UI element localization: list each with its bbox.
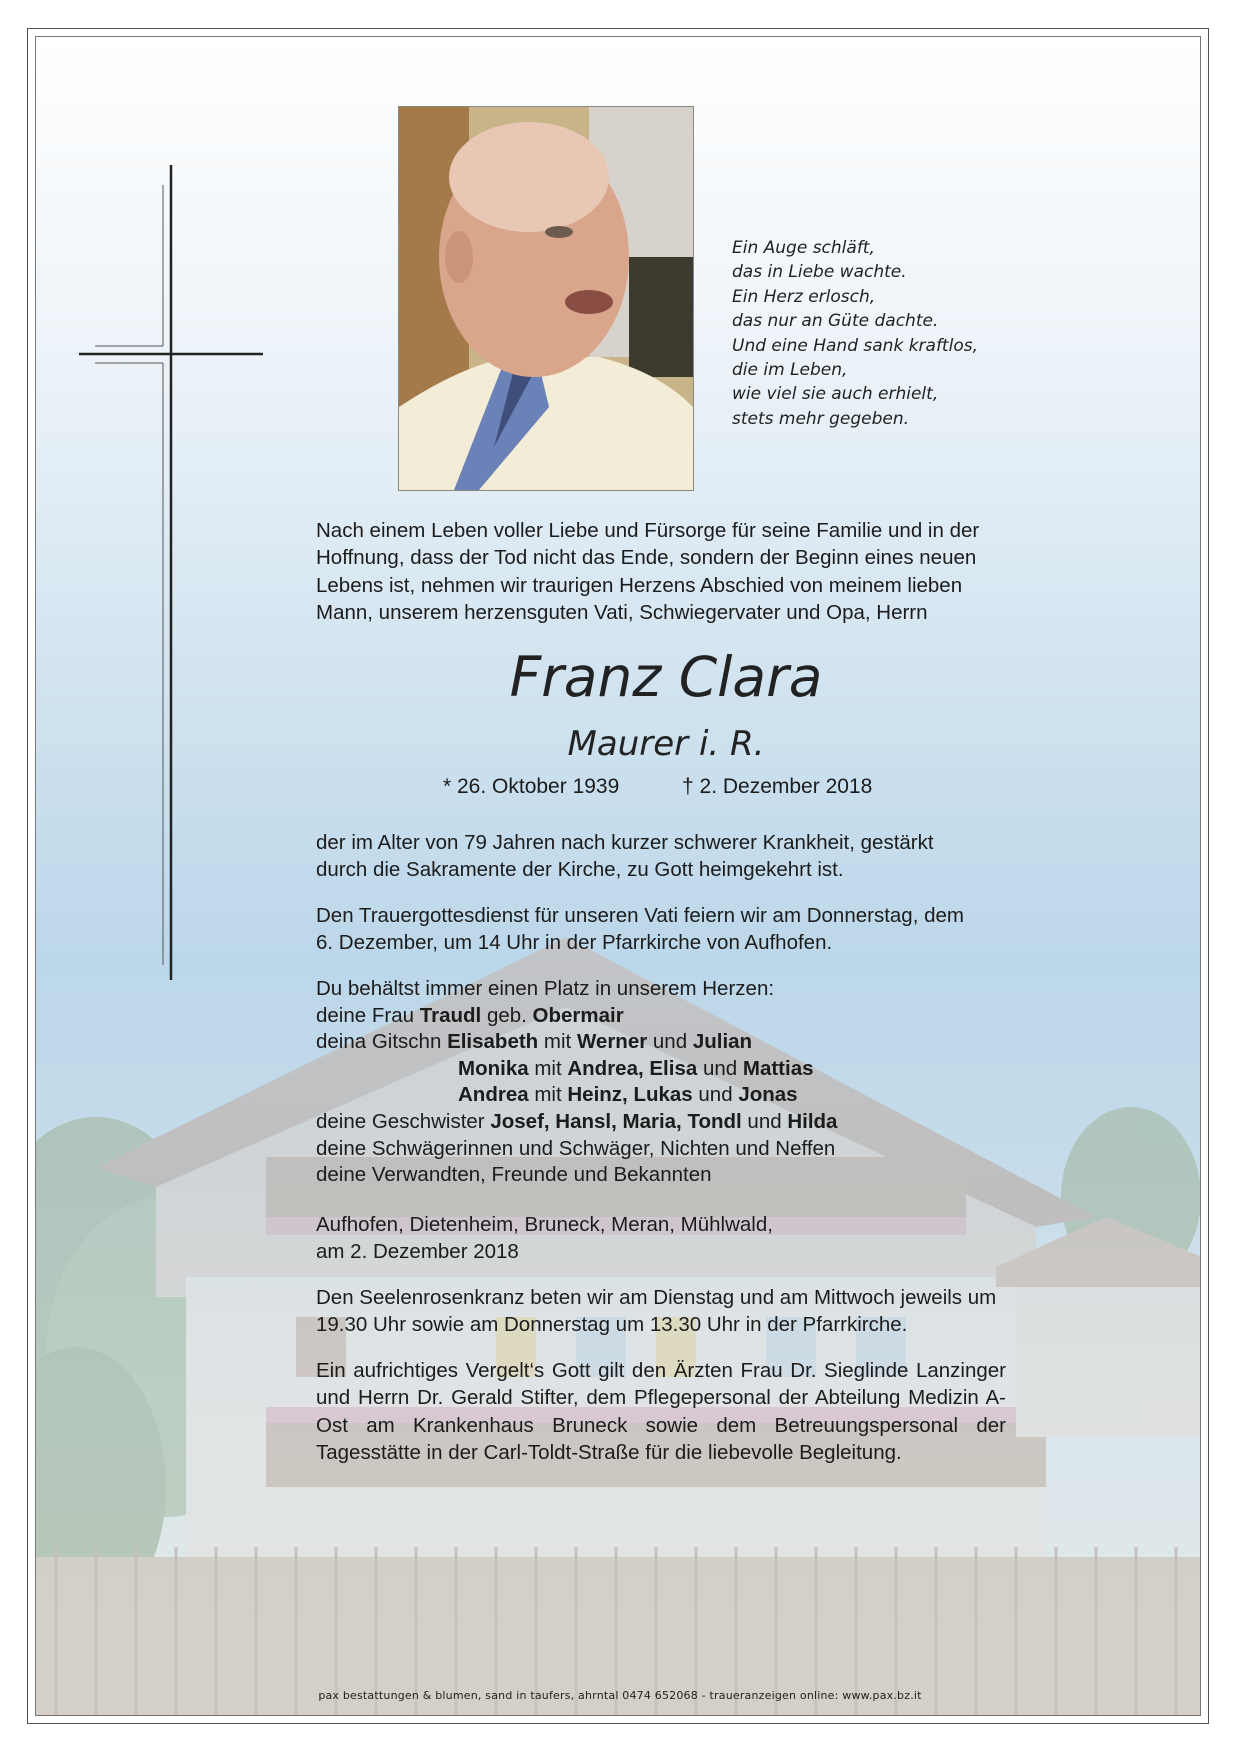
intro-line: Lebens ist, nehmen wir traurigen Herzens Abschied von meinem lieben [316, 573, 963, 597]
date-line: am 2. Dezember 2018 [316, 1240, 519, 1264]
wife-prefix: deine Frau [316, 1003, 415, 1027]
funeral-line: Den Trauergottesdienst für unseren Vati feiern wir am Donnerstag, dem [316, 904, 964, 927]
child-name: Monika [458, 1056, 529, 1080]
grandchild-name: Jonas [738, 1083, 798, 1107]
places-date [316, 1211, 1016, 1266]
rosary-paragraph [316, 1284, 1016, 1339]
intro-line: Nach einem Leben voller Liebe und Fürsorge für seine Familie und in der [316, 519, 980, 542]
child-partner: Werner [576, 1030, 648, 1054]
funeral-line: 6. Dezember, um 14 Uhr in der Pfarrkirche von Aufhofen. [316, 931, 833, 955]
wife-maiden-name: Obermair [532, 1003, 624, 1027]
death-notice-paragraph [316, 829, 1016, 884]
poem-line: das in Liebe wachte. [732, 262, 907, 283]
family-child-2 [316, 1056, 1036, 1083]
death-date: † 2. Dezember 2018 [682, 775, 873, 798]
rosary-line: 19.30 Uhr sowie am Donnerstag um 13.30 Uhr in der Pfarrkirche. [316, 1313, 908, 1337]
family-inlaws: deine Schwägerinnen und Schwäger, Nichten und Neffen [316, 1136, 836, 1160]
siblings-prefix: deine Geschwister [316, 1109, 485, 1133]
wife-mid: geb. [486, 1003, 527, 1027]
death-notice-line: der im Alter von 79 Jahren nach kurzer schwerer Krankheit, gestärkt [316, 831, 934, 854]
intro-paragraph [316, 517, 1016, 627]
funeral-paragraph [316, 902, 1016, 957]
grandchildren-names: Andrea, Elisa [567, 1056, 698, 1080]
deceased-name: Franz Clara [509, 645, 823, 709]
thanks-paragraph: Ein aufrichtiges Vergelt‘s Gott gilt den Ärzten Frau Dr. Sieglinde Lanzinger und Herrn Dr. Gerald Stifter, dem Pflegepersonal der Abteilung Medizin A-Ost am Krankenhaus Bruneck sowie dem Betreuungspersonal der Tagesstätte in der Carl-Toldt-Straße für die liebevolle Begleitung. [316, 1359, 1006, 1465]
siblings-names: Josef, Hansl, Maria, Tondl [490, 1109, 742, 1133]
wife-name: Traudl [419, 1003, 482, 1027]
portrait-photo [398, 106, 694, 491]
birth-date: * 26. Oktober 1939 [443, 775, 620, 798]
with-word: mit [534, 1083, 562, 1107]
footer-imprint: pax bestattungen & blumen, sand in taufers, ahrntal 0474 652068 - traueranzeigen online: www.pax.bz.it [318, 1689, 922, 1702]
family-child-1 [316, 1029, 1036, 1056]
deceased-profession: Maurer i. R. [567, 724, 765, 764]
poem-line: stets mehr gegeben. [732, 408, 910, 429]
family-siblings [316, 1109, 1036, 1136]
poem-line: Und eine Hand sank kraftlos, [732, 335, 978, 356]
cross-symbol [75, 165, 275, 995]
grandchild-name: Mattias [742, 1056, 814, 1080]
and-word: und [652, 1030, 688, 1054]
and-word: und [747, 1109, 782, 1133]
intro-line: Hoffnung, dass der Tod nicht das Ende, sondern der Beginn eines neuen [316, 546, 977, 570]
children-prefix: deina Gitschn [316, 1030, 442, 1054]
intro-line: Mann, unserem herzensguten Vati, Schwiegervater und Opa, Herrn [316, 601, 928, 625]
poem [732, 236, 978, 431]
family-child-3 [316, 1082, 1036, 1109]
with-word: mit [543, 1030, 572, 1054]
child-name: Andrea [458, 1083, 529, 1107]
poem-line: die im Leben, [732, 360, 848, 381]
family-relatives: deine Verwandten, Freunde und Bekannten [316, 1163, 712, 1187]
poem-line: Ein Auge schläft, [732, 238, 875, 258]
grandchildren-names: Heinz, Lukas [567, 1083, 693, 1107]
and-word: und [698, 1083, 733, 1107]
poem-line: Ein Herz erlosch, [732, 286, 876, 307]
and-word: und [702, 1056, 738, 1080]
poem-line: das nur an Güte dachte. [732, 311, 939, 332]
places-line: Aufhofen, Dietenheim, Bruneck, Meran, Mühlwald, [316, 1213, 773, 1236]
family-intro: Du behältst immer einen Platz in unserem Herzen: [316, 977, 775, 1000]
poem-line: wie viel sie auch erhielt, [732, 384, 939, 405]
sibling-name: Hilda [787, 1109, 838, 1133]
rosary-line: Den Seelenrosenkranz beten wir am Dienstag und am Mittwoch jeweils um [316, 1286, 997, 1309]
grandchild-name: Julian [692, 1030, 753, 1054]
death-notice-line: durch die Sakramente der Kirche, zu Gott heimgekehrt ist. [316, 858, 844, 882]
child-name: Elisabeth [447, 1030, 539, 1054]
family-wife [316, 1003, 1036, 1030]
with-word: mit [534, 1056, 562, 1080]
family-list [316, 976, 1036, 1189]
